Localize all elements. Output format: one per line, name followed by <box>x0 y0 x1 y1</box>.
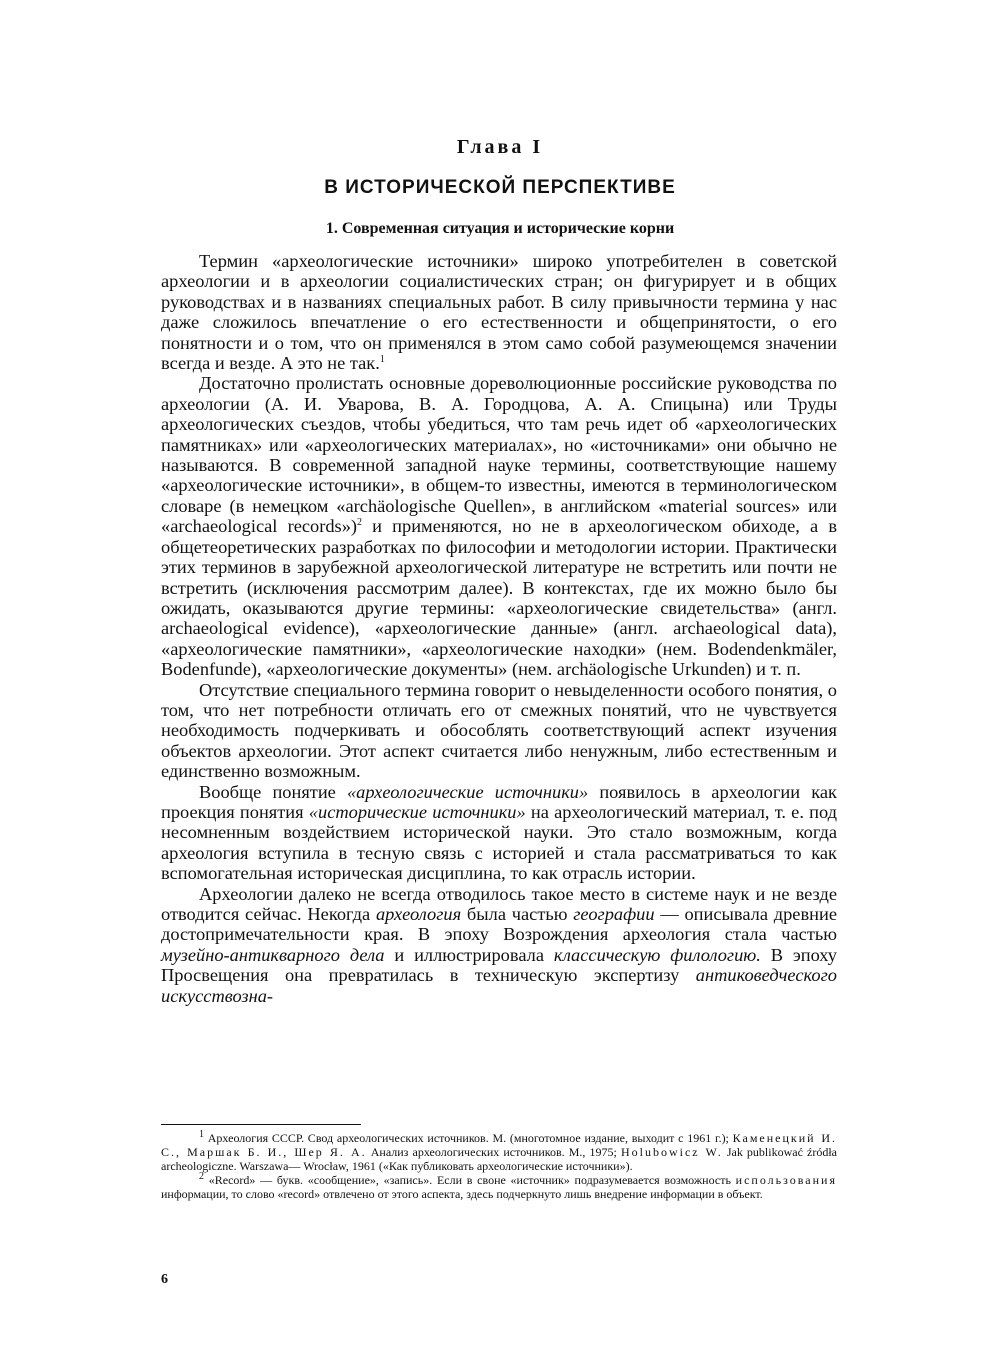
paragraph-2-text-b: и применяются, но не в археологическом обиходе, а в общетеоретических разработках по философии и методологии истории. Практически этих терминов в зарубежной археологической литературе не встретить или почти не встретить (исключения рассмотрим далее). В контекстах, где их можно было бы ожидать, оказываются другие термины: «археологические свидетельства» (англ. archaeological evidence), «археологические данные» (англ. archaeological data), «археологические памятники», «археологические находки» (нем. Bodendenkmäler, Bodenfunde), «археологические документы» (нем. archäologische Urkunden) и т. п. <box>161 516 837 680</box>
chapter-label: Глава I <box>456 136 544 158</box>
footnote-1 <box>161 1131 837 1173</box>
section-heading: 1. Современная ситуация и исторические корни <box>325 220 675 237</box>
chapter-title: В ИСТОРИЧЕСКОЙ ПЕРСПЕКТИВЕ <box>324 177 676 198</box>
footnote-1-author2: Holubowicz W. <box>620 1145 723 1160</box>
paragraph-4-text-c: на археологический материал, т. е. под несомненным воздействием исторической науки. Это стало возможным, когда археология вступила в тесную связь с историей и стала рассматриваться то как вспомогательная историческая дисциплина, то как отрасль истории. <box>161 801 837 884</box>
paragraph-4-text-a: Вообще понятие <box>199 781 347 802</box>
page-number: 6 <box>161 1272 168 1287</box>
footnote-2-text-b: информации, то слово «record» отвлечено от этого аспекта, здесь подчеркнуто лишь внедрение информации в объект. <box>161 1187 763 1202</box>
paragraph-2 <box>161 373 837 679</box>
footnote-2-emphasis: использования <box>735 1173 837 1188</box>
footnote-1-authors: Каменецкий И. С., Маршак Б. И., Шер Я. А. <box>161 1131 838 1160</box>
paragraph-5-text-e: В эпоху Просвещения она превратилась в техническую экспертизу <box>161 944 837 986</box>
paragraph-3: Отсутствие специального термина говорит о невыделенности особого понятия, о том, что нет потребности отличать его от смежных понятий, что не чувствуется необходимость подчеркивать и обособлять соответствующий аспект изучения объектов археологии. Этот аспект считается либо ненужным, либо естественным и единственно возможным. <box>161 679 837 782</box>
footnote-1-mark: 1 <box>199 1129 204 1140</box>
paragraph-5-text-c: — описывала древние достопримечательности края. В эпоху Возрождения археология стала частью <box>161 904 837 945</box>
term-classical-philology: классическую филологию. <box>553 944 761 965</box>
term-archaeology: археология <box>375 904 462 924</box>
term-archaeological-sources: «археологические источники» <box>346 781 589 802</box>
paragraph-4 <box>161 782 837 884</box>
body-text <box>161 251 837 1006</box>
footnote-2 <box>161 1173 837 1201</box>
paragraph-5 <box>161 884 837 1006</box>
term-antiquity-art-studies: антиковедческого искусствозна- <box>161 965 837 1006</box>
footnote-2-text-a: «Record» — букв. «сообщение», «запись». Если в своне «источник» подразумевается возможность <box>204 1173 736 1188</box>
paragraph-1 <box>161 251 837 373</box>
paragraph-1-text: Термин «археологические источники» широко употребителен в советской археологии и в археологии социалистических стран; он фигурирует и в общих руководствах и в названиях специальных работ. В силу привычности термина у нас даже сложилось впечатление о его естественности и общепринятости, о его понятности и о том, что он применялся в этом само собой разумеющемся значении всегда и везде. А это не так. <box>161 251 837 374</box>
term-museum-antiquarian: музейно-антикварного дела <box>161 944 385 965</box>
paragraph-5-text-d: и иллюстрировала <box>384 944 554 965</box>
footnote-ref-1: 1 <box>379 353 385 365</box>
footnotes <box>161 1131 837 1201</box>
paragraph-5-text-a: Археологии далеко не всегда отводилось такое место в системе наук и не везде отводится сейчас. Некогда <box>161 883 837 924</box>
paragraph-4-text-b: появилось в археологии как проекция понятия <box>161 781 837 822</box>
footnote-2-mark: 2 <box>199 1171 204 1183</box>
footnote-ref-2: 2 <box>357 517 363 529</box>
paragraph-5-text-b: была частью <box>461 904 574 924</box>
footnote-1-text-c: Jak publikować źródła archeologiczne. Warszawa— Wrocław, 1961 («Как публиковать археологические источники»). <box>161 1145 837 1174</box>
term-geography: географии <box>573 904 655 924</box>
footnote-divider <box>161 1124 361 1125</box>
paragraph-2-text-a: Достаточно пролистать основные дореволюционные российские руководства по археологии (А. И. Уварова, В. А. Городцова, А. А. Спицына) или Труды археологических съездов, чтобы убедиться, что там речь идет об «археологических памятниках» или «археологических материалах», но «источниками» они обычно не называются. В современной западной науке термины, соответствующие нашему «археологические источники», в общем-то известны, имеются в терминологическом словаре (в немецком «archäologische Quellen», в английском «material sources» или «archaeological records») <box>161 373 837 537</box>
term-historical-sources: «исторические источники» <box>308 801 526 822</box>
footnote-1-text-b: Анализ археологических источников. М., 1975; <box>366 1145 621 1160</box>
footnote-1-text-a: Археология СССР. Свод археологических источников. М. (многотомное издание, выходит с 1961 г.); <box>204 1131 733 1145</box>
